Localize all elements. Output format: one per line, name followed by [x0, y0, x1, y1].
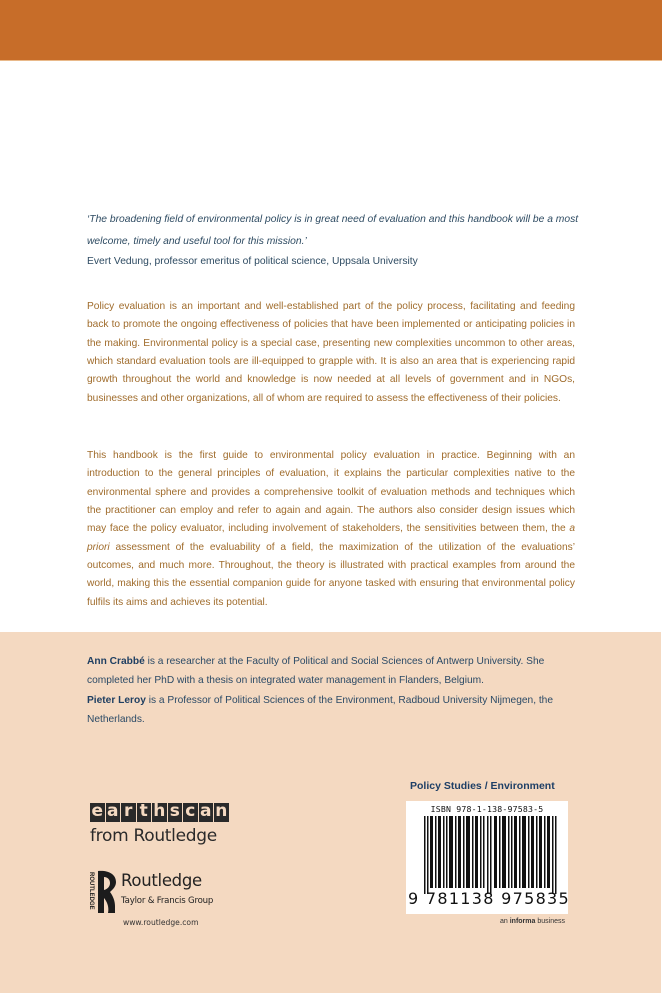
author-bios — [87, 652, 577, 729]
routledge-name: Routledge — [121, 871, 202, 890]
earthscan-letter: a — [107, 803, 119, 821]
para2-italic: a priori — [87, 523, 575, 553]
earthscan-letter: e — [91, 803, 104, 821]
ean-digits: 9 781138 975835 — [408, 889, 571, 908]
earthscan-letter: r — [121, 803, 136, 822]
author-bio-2 — [87, 691, 577, 730]
earthscan-logo — [90, 803, 229, 822]
routledge-head-logo-icon — [86, 870, 126, 914]
earthscan-letter: a — [200, 803, 212, 821]
quote-attribution: Evert Vedung, professor emeritus of political science, Uppsala University — [87, 256, 418, 267]
informa-prefix: an — [500, 918, 510, 925]
para2-text-b: assessment of the evaluability of a field, the maximization of the utilization of the evaluations’ outcomes, and much more. Throughout, the theory is illustrated with practical examples from around the world, making this the essential companion guide for anyone tasked with ensuring that environmental policy fulfils its aims and achieves its potential. — [87, 541, 575, 608]
author-name-2: Pieter Leroy — [87, 694, 146, 706]
barcode-bars-icon — [420, 816, 560, 894]
quote-text: ‘The broadening field of environmental policy is in great need of evaluation and this handbook will be a most welcome, timely and useful tool for this mission.’ — [87, 214, 579, 247]
isbn-label: ISBN 978-1-138-97583-5 — [430, 804, 544, 814]
earthscan-letter: h — [153, 803, 166, 821]
author-bio-text-2: is a Professor of Political Sciences of the Environment, Radboud University Nijmegen, the Netherlands. — [87, 694, 554, 725]
isbn-barcode — [406, 801, 571, 914]
author-bio-1 — [87, 652, 577, 691]
earthscan-letter: n — [215, 803, 228, 821]
description-paragraph-1: Policy evaluation is an important and well-established part of the policy process, facilitating and feeding back to promote the ongoing effectiveness of policies that have been implemented or anticipating policies in the making. Environmental policy is a special case, presenting new complexities uncommon to other areas, which standard evaluation tools are ill-equipped to grapple with. It is also an area that is experiencing rapid growth throughout the world and knowledge is now needed at all levels of government and in NGOs, businesses and other organizations, all of whom are required to assess the effectiveness of their policies. — [87, 301, 575, 404]
earthscan-letter: t — [137, 803, 152, 822]
author-bio-text-1: is a researcher at the Faculty of Political and Social Sciences of Antwerp University. She completed her PhD with a thesis on integrated water management in Flanders, Belgium. — [87, 656, 545, 687]
para2-text-a: This handbook is the first guide to environmental policy evaluation in practice. Beginning with an introduction to the general principles of evaluation, it explains the particular complexities native to the environmental sphere and provides a comprehensive toolkit of evaluation methods and techniques which the practitioner can employ and refer to again and again. The authors also consider design issues which may face the policy evaluator, including involvement of stakeholders, the sensitivities between them, the — [87, 450, 575, 535]
endorsement-quote — [87, 209, 587, 271]
earthscan-tagline: from Routledge — [90, 826, 217, 846]
description-paragraph-2 — [87, 447, 575, 612]
author-name-1: Ann Crabbé — [87, 656, 145, 667]
routledge-vertical-wordmark: ROUTLEDGE — [88, 872, 94, 910]
routledge-group: Taylor & Francis Group — [121, 896, 214, 906]
earthscan-letter: s — [168, 803, 183, 822]
top-color-band — [0, 0, 662, 61]
informa-tagline — [500, 918, 570, 925]
earthscan-letter: c — [183, 803, 198, 822]
informa-brand: informa — [509, 918, 536, 925]
routledge-url[interactable]: www.routledge.com — [123, 918, 199, 927]
series-label: Policy Studies / Environment — [410, 780, 555, 792]
informa-suffix: business — [535, 918, 565, 925]
